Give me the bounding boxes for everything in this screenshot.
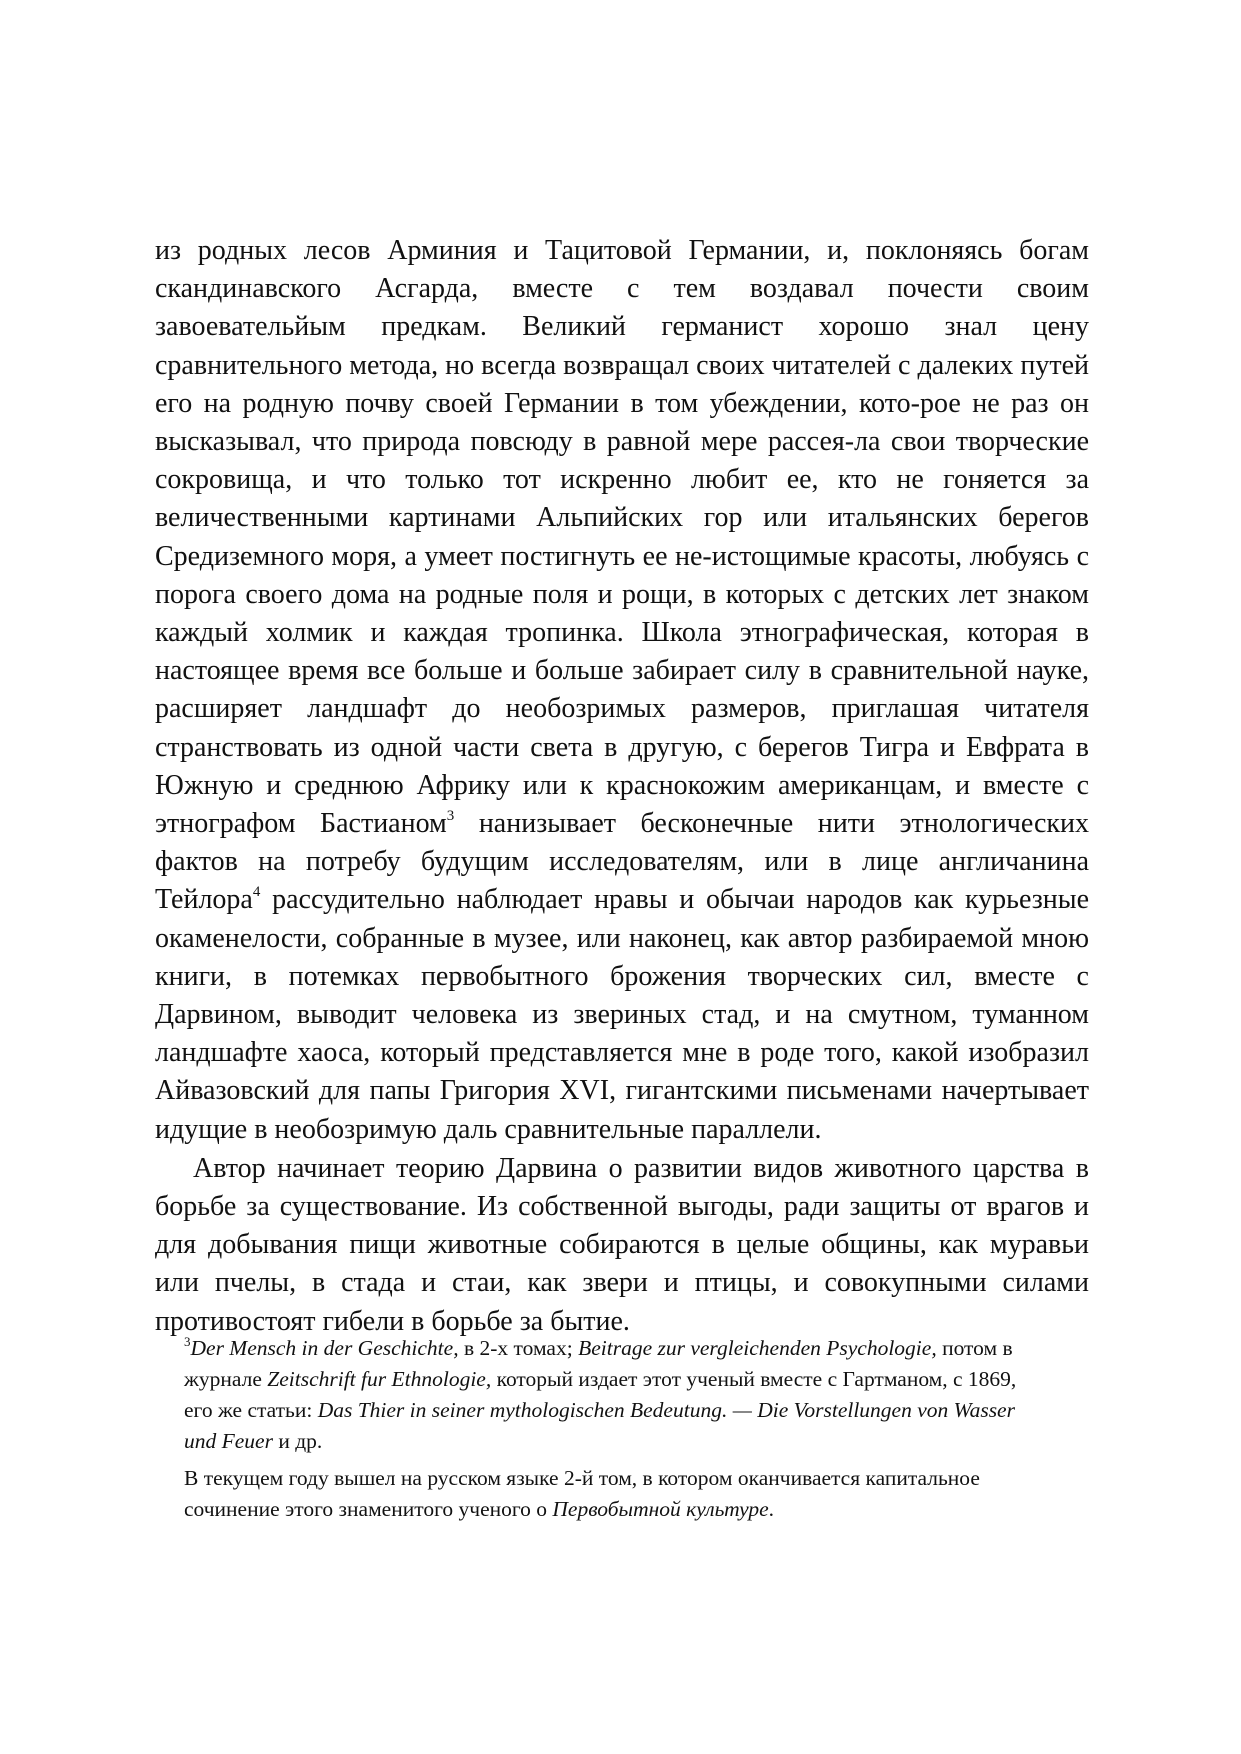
footnote-3-title-2: Beitrage zur vergleichenden Psychologie, [578,1336,937,1360]
footnote-4-title: Первобытной культуре [552,1497,769,1521]
footnote-3-marker: 3 [184,1334,191,1349]
paragraph-1-text-a: из родных лесов Арминия и Тацитовой Германии, и, поклоняясь богам скандинавского Асгарда, вместе с тем воздавал почести своим завоевательйым предкам. Великий германист хорошо знал цену сравнительного метода, но всегда возвращал своих читателей с далеких путей его на родную почву своей Германии в том убеждении, кото-рое не раз он высказывал, что природа повсюду в равной мере рассея-ла свои творческие сокровища, и что только тот искренно любит ее, кто не гоняется за величественными картинами Альпийских гор или итальянских берегов Средиземного моря, а умеет постигнуть ее не-истощимые красоты, любуясь с порога своего дома на родные поля и рощи, в которых с детских лет знаком каждый холмик и каждая тропинка. Школа этнографическая, которая в настоящее время все больше и больше забирает силу в сравнительной науке, расширяет ландшафт до необозримых размеров, приглашая читателя странствовать из одной части света в другую, с берегов Тигра и Евфрата в Южную и среднюю Африку или к краснокожим американцам, и вместе с этнографом Бастианом [155,235,1089,840]
footnote-3-text-1: в 2-х томах; [458,1336,579,1360]
footnote-3-text-3: который издает этот ученый вместе с Гартманом, с 1869, его же статьи: [184,1367,1017,1422]
footnote-ref-4: 4 [252,884,261,901]
footnote-3-title-3: Zeitschrift fur Ethnologie, [267,1367,492,1391]
footnote-4-end: . [768,1497,774,1521]
footnote-ref-3: 3 [446,808,455,825]
paragraph-1-text-b: нанизывает бесконечные нити этнологических фактов на потребу будущим исследователям, или в лице англичанина Тейлора [155,808,1089,916]
main-text [155,232,1089,1341]
footnote-3-title-1: Der Mensch in der Geschichte, [190,1336,459,1360]
footnote-3-text-4: и др. [272,1429,323,1453]
paragraph-1 [155,232,1089,1149]
paragraph-1-text-c: рассудительно наблюдает нравы и обычаи народов как курьезные окаменелости, собранные в музее, или наконец, как автор разбираемой мною книги, в потемках первобытного брожения творческих сил, вместе с Дарвином, выводит человека из звериных стад, и на смутном, туманном ландшафте хаоса, который представляется мне в роде того, какой изобразил Айвазовский для папы Григория XVI, гигантскими письменами начертывает идущие в необозримую даль сравнительные параллели. [155,884,1089,1145]
footnote-4 [184,1463,1024,1525]
footnote-4-text: В текущем году вышел на русском языке 2-й том, в котором оканчивается капитальное сочинение этого знаменитого ученого о [184,1466,980,1521]
footnote-3-text-2: потом в журнале [184,1336,1013,1391]
footnote-3-title-4: Das Thier in seiner mythologischen Bedeutung. — Die Vorstellungen von Wasser und Feuer [184,1398,1015,1453]
paragraph-2: Автор начинает теорию Дарвина о развитии видов животного царства в борьбе за существование. Из собственной выгоды, ради защиты от врагов и для добывания пищи животные собираются в целые общины, как муравьи или пчелы, в стада и стаи, как звери и птицы, и совокупными силами противостоят гибели в борьбе за бытие. [155,1152,1089,1337]
footnote-3 [184,1333,1024,1457]
footnotes [184,1333,1024,1525]
